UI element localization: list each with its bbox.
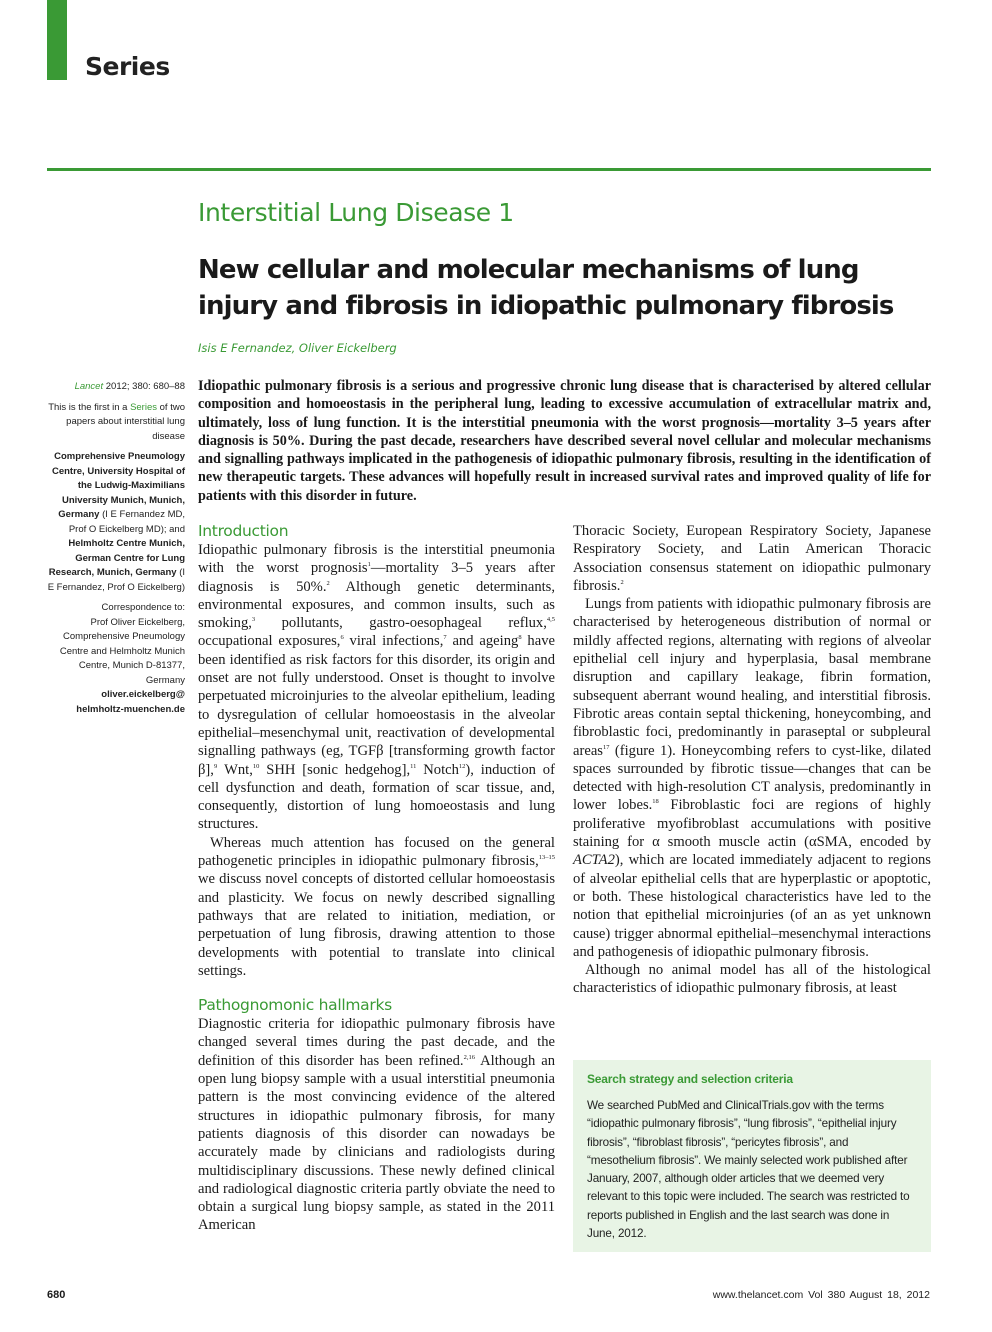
series-accent-bar bbox=[47, 0, 67, 80]
body-column-right bbox=[573, 522, 931, 998]
author-list: Isis E Fernandez, Oliver Eickelberg bbox=[198, 341, 397, 355]
section-heading-pathognomonic: Pathognomonic hallmarks bbox=[198, 996, 392, 1015]
abstract: Idiopathic pulmonary fibrosis is a serious and progressive chronic lung disease that is characterised by altered cellular composition and homoeostasis in the peripheral lung, leading to excessive accumulation of extracellular matrix and, ultimately, loss of lung function. It is the interstitial pneumonia with the worst prognosis—mortality 3–5 years after diagnosis is 50%. During the past decade, researchers have described several novel cellular and molecular mechanisms and signalling pathways implicated in the pathogenesis of idiopathic pulmonary fibrosis, resulting in the identification of new therapeutic targets. These advances will hopefully result in increased survival rates and improved quality of life for patients with this disorder in future. bbox=[198, 378, 931, 504]
sidebar bbox=[40, 380, 185, 723]
search-strategy-box bbox=[573, 1060, 931, 1252]
section-heading-introduction: Introduction bbox=[198, 522, 289, 540]
citation-journal: Lancet bbox=[74, 381, 104, 392]
paragraph: Idiopathic pulmonary fibrosis is the interstitial pneumonia with the worst prognosis$^1$—mortality 3–5 years after diagnosis is 50%.$^2$ Although genetic determinants, environmental exposures, and common insults, such as smoking,$^3$ pollutants, gastro-oesophageal reflux,$^{4,5}$ occupational exposures,$^6$ viral infections,$^7$ and ageing$^8$ have been identified as risk factors for this disorder, its origin and onset are not fully understood. Onset is thought to involve perpetuated microinjuries to the alveolar epithelium, leading to dysregulation of cellular homoeostasis in the alveolar epithelial–mesenchymal unit, reactivation of developmental signalling pathways (eg, TGFβ [transforming growth factor β],$^9$ Wnt,$^{10}$ SHH [sonic hedgehog],$^{11}$ Notch$^{12}$), induction of cell dysfunction and death, formation of scar tissue, and, consequently, distortion of lung homoeostasis and lung structures. bbox=[198, 542, 556, 833]
search-strategy-body: We searched PubMed and ClinicalTrials.gov with the terms “idiopathic pulmonary fibrosis”, “lung fibrosis”, “epithelial injury fibrosis”, “fibroblast fibrosis”, “pericytes fibrosis”, and “mesothelium fibrosis”. We mainly selected work published after January, 2007, although older articles that we deemed very relevant to this topic were included. The search was restricted to reports published in English and the last search was done in June, 2012. bbox=[587, 1099, 910, 1241]
affiliations: Comprehensive Pneumology Centre, University Hospital of the Ludwig-Maximilians University Munich, Munich, Germany (I E Fernandez MD, Prof O Eickelberg MD); and Helmholtz Centre Munich, German Centre for Lung Research, Munich, Germany (I E Fernandez, Prof O Eickelberg) bbox=[47, 451, 185, 593]
header-rule bbox=[47, 168, 931, 171]
citation-rest: 2012; 380: 680–88 bbox=[105, 381, 185, 392]
page-number: 680 bbox=[47, 1289, 66, 1301]
series-kicker: Interstitial Lung Disease 1 bbox=[198, 198, 514, 227]
journal-footer: www.thelancet.com Vol 380 August 18, 2012 bbox=[712, 1289, 930, 1301]
paragraph: Whereas much attention has focused on the general pathogenetic principles in idiopathic pulmonary fibrosis,$^{13-15}$ we discuss novel concepts of distorted cellular homoeostasis and plasticity. We focus on newly described signalling pathways that are related to initiation, mediation, or perpetuation of lung fibrosis, drawing attention to those developments with potential to translate into clinical settings. bbox=[198, 834, 555, 979]
paragraph: Thoracic Society, European Respiratory Society, Japanese Respiratory Society, and Latin American Thoracic Association consensus statement on idiopathic pulmonary fibrosis.$^2$ bbox=[573, 523, 931, 594]
series-label: Series bbox=[85, 52, 170, 81]
series-note: This is the first in a Series of two papers about interstitial lung disease bbox=[48, 401, 185, 442]
search-strategy-heading: Search strategy and selection criteria bbox=[587, 1072, 793, 1086]
citation bbox=[40, 380, 185, 395]
correspondence: Correspondence to: Prof Oliver Eickelberg, Comprehensive Pneumology Centre and Helmholtz Munich Centre, Munich D-81377, Germany oliver.eickelberg@ helmholtz-muenchen.de bbox=[59, 602, 185, 715]
paragraph: Although no animal model has all of the histological characteristics of idiopathic pulmonary fibrosis, at least bbox=[573, 962, 931, 997]
series-link[interactable]: Series bbox=[130, 401, 157, 413]
paragraph: Diagnostic criteria for idiopathic pulmonary fibrosis have changed several times during the past decade, and the definition of this disorder has been refined.$^{2,16}$ Although an open lung biopsy sample with a usual interstitial pneumonia pattern is the most convincing evidence of the altered structures in idiopathic pulmonary fibrosis, for many patients diagnosis of this disorder can nowadays be accurately made by clinicians and radiologists during multidisciplinary discussions. These newly defined clinical and radiological diagnostic criteria partly obviate the need to obtain a surgical lung biopsy sample, as stated in the 2011 American bbox=[198, 1016, 556, 1234]
body-column-left bbox=[198, 521, 555, 1235]
email-link[interactable]: oliver.eickelberg@ helmholtz-muenchen.de bbox=[76, 689, 185, 715]
article-title: New cellular and molecular mechanisms of lung injury and fibrosis in idiopathic pulmonary fibrosis bbox=[198, 255, 894, 321]
paragraph: Lungs from patients with idiopathic pulmonary fibrosis are characterised by heterogeneous distribution of normal or mildly affected regions, alternating with regions of alveolar epithelial cell injury and hyperplasia, basal membrane disruption and capillary leakage, fibrin formation, subsequent aberrant wound healing, and interstitial fibrosis. Fibrotic areas contain septal thickening, honeycombing, and fibroblastic foci, predominantly in paraseptal or subpleural areas$^{17}$ (figure 1). Honeycombing refers to cyst-like, dilated spaces surrounded by fibrotic tissue—changes that can be detected with high-resolution CT analysis, predominantly in lower lobes.$^{18}$ Fibroblastic foci are regions of highly proliferative myofibroblast accumulations with positive staining for α smooth muscle actin (αSMA, encoded by ACTA2), which are located immediately adjacent to regions of alveolar epithelial cells that are hyperplastic or apoptotic, or both. These histological characteristics have led to the notion that epithelial microinjuries (of an as yet unknown cause) trigger abnormal epithelial–mesenchymal interactions and pathogenesis of idiopathic pulmonary fibrosis. bbox=[573, 596, 931, 960]
